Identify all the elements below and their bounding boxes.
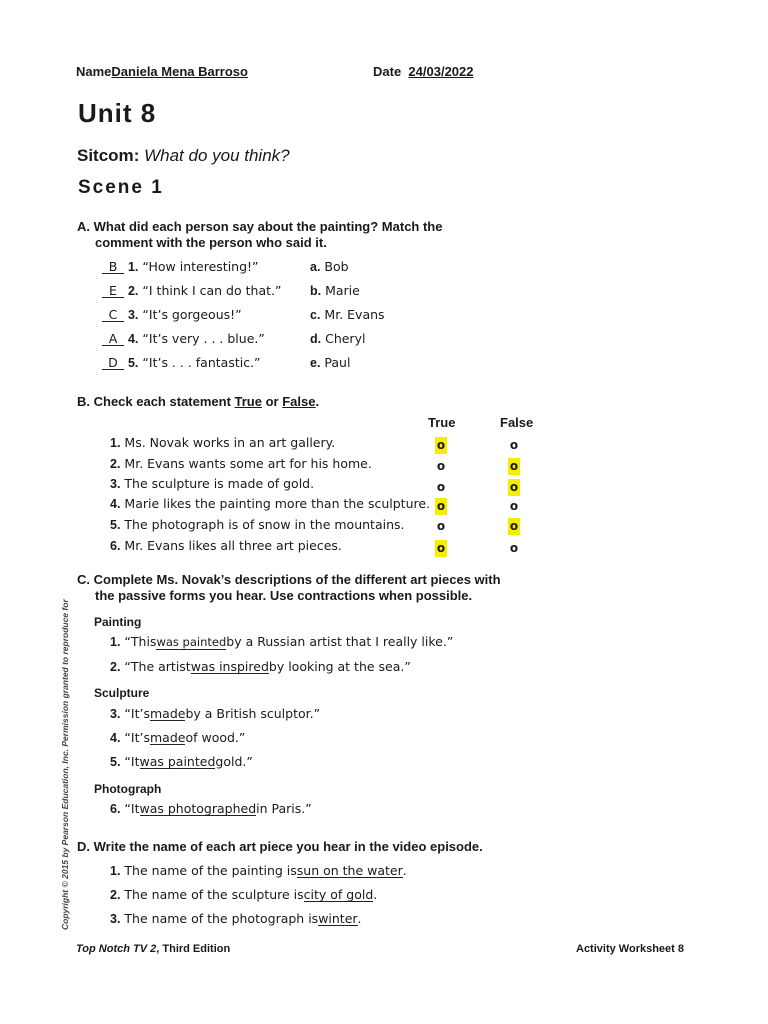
- answer-blank[interactable]: B: [102, 260, 124, 274]
- option-letter: c.: [310, 308, 321, 322]
- item-quote: “I think I can do that.”: [142, 283, 282, 298]
- item-number: 3.: [127, 308, 139, 322]
- option-c: [310, 307, 385, 322]
- sentence-end: by a Russian artist that I really like.”: [226, 634, 454, 649]
- answer-blank[interactable]: city of gold: [303, 887, 374, 902]
- item-number: 3.: [110, 477, 121, 491]
- fill-item: [110, 634, 453, 650]
- list-item: [102, 283, 281, 298]
- answer-blank[interactable]: made: [149, 730, 186, 745]
- statement-text: The sculpture is made of gold.: [124, 476, 315, 491]
- painting-subheading: Painting: [94, 615, 142, 629]
- option-letter: a.: [310, 260, 321, 274]
- false-radio-5[interactable]: o: [509, 519, 519, 533]
- option-name: Marie: [325, 283, 360, 298]
- statement-text: Mr. Evans likes all three art pieces.: [124, 538, 342, 553]
- sentence-start: “It’s: [124, 706, 150, 721]
- partB-question-end: .: [315, 394, 320, 409]
- option-name: Mr. Evans: [324, 307, 385, 322]
- false-radio-4[interactable]: o: [509, 499, 519, 513]
- sentence-end: of wood.”: [185, 730, 246, 745]
- option-letter: e.: [310, 356, 321, 370]
- item-number: 4.: [110, 731, 121, 745]
- sentence-end: .: [373, 887, 378, 902]
- false-radio-6[interactable]: o: [509, 541, 519, 555]
- partB-true-word: True: [234, 394, 262, 409]
- answer-blank[interactable]: E: [102, 284, 124, 298]
- true-radio-3[interactable]: o: [436, 480, 446, 494]
- footer-right: Activity Worksheet 8: [576, 943, 685, 955]
- item-quote: “It’s . . . fantastic.”: [142, 355, 261, 370]
- statement-text: The photograph is of snow in the mountains.: [124, 517, 405, 532]
- true-radio-6[interactable]: o: [436, 541, 446, 555]
- partD-question: D. Write the name of each art piece you hear in the video episode.: [77, 839, 483, 854]
- item-number: 1.: [127, 260, 139, 274]
- column-header-false: False: [500, 415, 534, 430]
- item-quote: “It’s very . . . blue.”: [142, 331, 265, 346]
- statement-row: [110, 538, 342, 553]
- sitcom-heading: [77, 146, 290, 166]
- fill-item: [110, 863, 407, 878]
- sentence-start: The name of the sculpture is: [124, 887, 304, 902]
- date-label: Date: [373, 64, 402, 79]
- item-number: 6.: [110, 802, 121, 816]
- statement-text: Marie likes the painting more than the sculpture.: [124, 496, 431, 511]
- false-radio-3[interactable]: o: [509, 480, 519, 494]
- date-line: [373, 64, 474, 79]
- column-header-true: True: [428, 415, 456, 430]
- fill-item: [110, 887, 377, 902]
- item-number: 3.: [110, 912, 121, 926]
- answer-blank[interactable]: made: [149, 706, 186, 721]
- answer-blank[interactable]: was painted: [156, 635, 227, 649]
- false-radio-2[interactable]: o: [509, 459, 519, 473]
- scene-heading: Scene 1: [78, 177, 164, 198]
- item-number: 2.: [127, 284, 139, 298]
- item-number: 1.: [110, 635, 121, 649]
- fill-item: [110, 730, 245, 745]
- sentence-start: The name of the photograph is: [124, 911, 319, 926]
- option-a: [310, 259, 349, 274]
- partC-question-line1: C. Complete Ms. Novak’s descriptions of the different art pieces with: [77, 572, 501, 587]
- fill-item: [110, 754, 253, 769]
- sentence-start: “This: [124, 634, 157, 649]
- true-radio-1[interactable]: o: [436, 438, 446, 452]
- item-number: 5.: [110, 755, 121, 769]
- list-item: [102, 355, 261, 370]
- partA-question-line2: comment with the person who said it.: [95, 235, 327, 250]
- option-e: [310, 355, 350, 370]
- partB-false-word: False: [282, 394, 316, 409]
- item-number: 1.: [110, 864, 121, 878]
- item-number: 1.: [110, 436, 121, 450]
- name-value: Daniela Mena Barroso: [111, 64, 248, 79]
- option-name: Cheryl: [325, 331, 366, 346]
- sentence-end: .: [402, 863, 407, 878]
- partB-or-word: or: [261, 394, 283, 409]
- answer-blank[interactable]: was inspired: [190, 659, 269, 674]
- sentence-start: “The artist: [124, 659, 191, 674]
- option-letter: b.: [310, 284, 322, 298]
- name-line: [76, 64, 248, 79]
- answer-blank[interactable]: winter: [318, 911, 358, 926]
- statement-row: [110, 435, 335, 450]
- option-letter: d.: [310, 332, 322, 346]
- statement-text: Ms. Novak works in an art gallery.: [124, 435, 336, 450]
- partA-question: [77, 219, 442, 251]
- item-quote: “How interesting!”: [142, 259, 259, 274]
- sitcom-label: Sitcom: [77, 146, 134, 165]
- page-title: Unit 8: [78, 98, 157, 128]
- statement-row: [110, 517, 405, 532]
- statement-text: Mr. Evans wants some art for his home.: [124, 456, 372, 471]
- sentence-start: “It: [124, 754, 140, 769]
- option-name: Bob: [324, 259, 349, 274]
- partB-question-prefix: B. Check each statement: [77, 394, 235, 409]
- item-number: 4.: [110, 497, 121, 511]
- fill-item: [110, 706, 320, 721]
- item-number: 3.: [110, 707, 121, 721]
- item-number: 2.: [110, 888, 121, 902]
- sentence-start: “It’s: [124, 730, 150, 745]
- answer-blank[interactable]: A: [102, 332, 124, 346]
- option-d: [310, 331, 365, 346]
- photograph-subheading: Photograph: [94, 782, 162, 796]
- sitcom-subtitle: What do you think?: [144, 146, 290, 165]
- sentence-end: .: [357, 911, 362, 926]
- list-item: [102, 259, 259, 274]
- item-quote: “It’s gorgeous!”: [142, 307, 242, 322]
- copyright-sidebar: Copyright © 2015 by Pearson Education, Inc. Permission granted to reproduce for: [60, 599, 70, 930]
- item-number: 4.: [127, 332, 139, 346]
- true-radio-2[interactable]: o: [436, 459, 446, 473]
- sentence-end: by a British sculptor.”: [185, 706, 321, 721]
- sentence-end: by looking at the sea.”: [268, 659, 411, 674]
- sitcom-colon: :: [133, 146, 140, 165]
- item-number: 6.: [110, 539, 121, 553]
- answer-blank[interactable]: D: [102, 356, 124, 370]
- partB-question: [77, 394, 319, 410]
- sentence-end: in Paris.”: [256, 801, 312, 816]
- true-radio-4[interactable]: o: [436, 499, 446, 513]
- answer-blank[interactable]: sun on the water: [296, 863, 403, 878]
- footer-book-title: Top Notch TV 2: [76, 943, 157, 955]
- fill-item: [110, 659, 411, 674]
- partC-question-line2: the passive forms you hear. Use contractions when possible.: [95, 588, 473, 603]
- item-number: 5.: [127, 356, 139, 370]
- sculpture-subheading: Sculpture: [94, 686, 150, 700]
- answer-blank[interactable]: C: [102, 308, 124, 322]
- sentence-start: “It: [124, 801, 140, 816]
- option-b: [310, 283, 360, 298]
- option-name: Paul: [324, 355, 351, 370]
- sentence-start: The name of the painting is: [124, 863, 297, 878]
- false-radio-1[interactable]: o: [509, 438, 519, 452]
- item-number: 5.: [110, 518, 121, 532]
- item-number: 2.: [110, 660, 121, 674]
- partA-question-line1: A. What did each person say about the painting? Match the: [77, 219, 443, 234]
- item-number: 2.: [110, 457, 121, 471]
- fill-item: [110, 801, 312, 816]
- list-item: [102, 331, 265, 346]
- partC-question: [77, 572, 501, 604]
- fill-item: [110, 911, 362, 926]
- statement-row: [110, 456, 372, 471]
- answer-blank[interactable]: was photographed: [139, 801, 257, 816]
- statement-row: [110, 476, 314, 491]
- footer-edition: , Third Edition: [156, 943, 231, 955]
- footer-left: [76, 943, 230, 955]
- name-label: Name: [76, 64, 112, 79]
- list-item: [102, 307, 242, 322]
- sentence-end: gold.”: [215, 754, 253, 769]
- statement-row: [110, 496, 430, 511]
- true-radio-5[interactable]: o: [436, 519, 446, 533]
- answer-blank[interactable]: was painted: [139, 754, 216, 769]
- date-value: 24/03/2022: [408, 64, 474, 79]
